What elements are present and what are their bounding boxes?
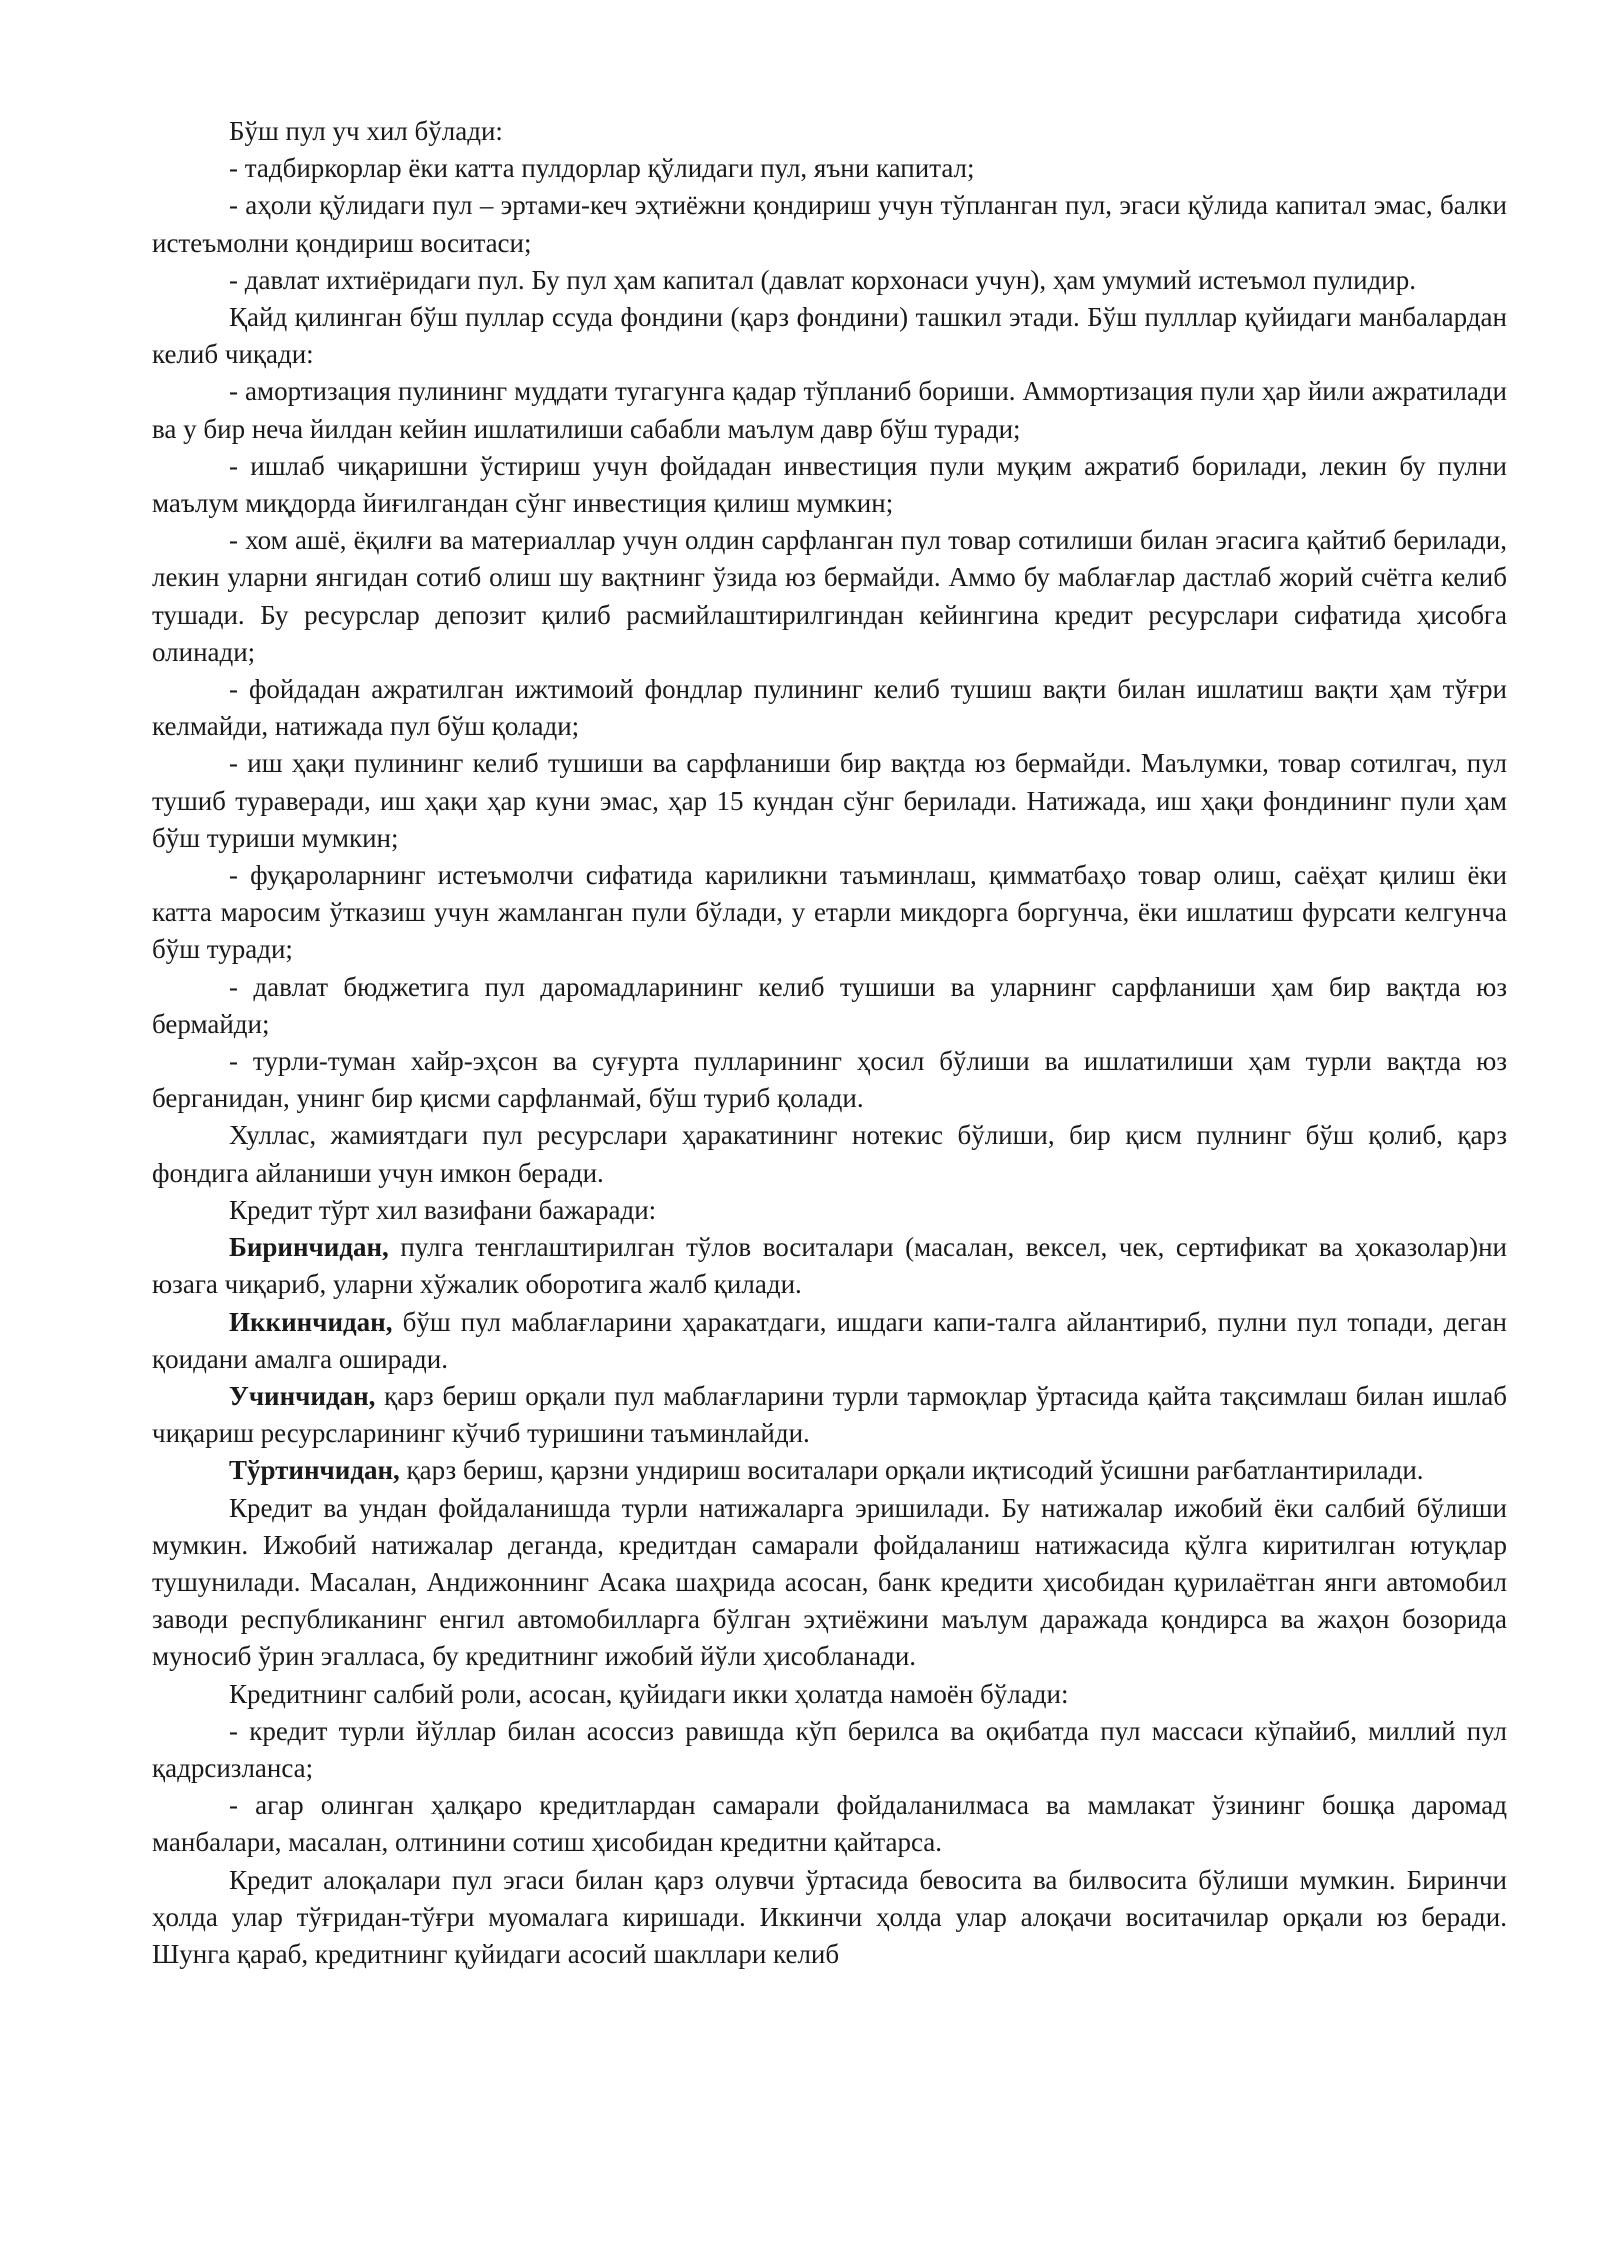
list-item xyxy=(152,187,1507,261)
paragraph-lead: Биринчидан, xyxy=(229,1232,389,1263)
paragraph-text: Кредит алоқалари пул эгаси билан қарз олувчи ўртасида бевосита ва билвосита бўлиши мумкин. Биринчи ҳолда улар тўғридан-тўғри муомалага киришади. Иккинчи ҳолда улар алоқачи воситачилар орқали юз беради. Шунга қараб, кредитнинг қуйидаги асосий шакллари келиб xyxy=(152,1864,1507,1969)
list-item xyxy=(152,969,1507,1043)
paragraph-text: пулга тенглаштирилган тўлов воситалари (масалан, вексел, чек, сертификат ва ҳоказолар)ни юзага чиқариб, уларни хўжалик оборотига жалб қилади. xyxy=(152,1232,1507,1300)
paragraph xyxy=(152,299,1507,373)
list-item-text: - амортизация пулининг муддати тугагунга қадар тўпланиб бориши. Аммортизация пули ҳар йили ажратилади ва у бир неча йилдан кейин ишлатилиши сабабли маълум давр бўш туради; xyxy=(152,376,1507,444)
list-item-text: - давлат бюджетига пул даромадларининг келиб тушиши ва уларнинг сарфланиши ҳам бир вақтда юз бермайди; xyxy=(152,971,1507,1039)
list-item-text: - иш ҳақи пулининг келиб тушиши ва сарфланиши бир вақтда юз бермайди. Маълумки, товар сотилгач, пул тушиб тураверади, иш ҳақи ҳар куни эмас, ҳар 15 кундан сўнг берилади. Натижада, иш ҳақи фондининг пули ҳам бўш туриши мумкин; xyxy=(152,748,1507,853)
list-item xyxy=(152,522,1507,671)
list-item xyxy=(152,262,1507,299)
paragraph-text: Хуллас, жамиятдаги пул ресурслари ҳаракатининг нотекис бўлиши, бир қисм пулнинг бўш қолиб, қарз фондига айланиши учун имкон беради. xyxy=(152,1120,1507,1188)
paragraph-text: бўш пул маблағларини ҳаракатдаги, ишдаги капи-талга айлантириб, пулни пул топади, деган қоидани амалга оширади. xyxy=(152,1306,1507,1374)
list-item-text: - тадбиркорлар ёки катта пулдорлар қўлидаги пул, яъни капитал; xyxy=(229,153,975,184)
list-item xyxy=(152,1787,1507,1861)
paragraph xyxy=(152,1490,1507,1676)
paragraph-text: Кредитнинг салбий роли, асосан, қуйидаги икки ҳолатда намоён бўлади: xyxy=(229,1678,1069,1709)
paragraph-text: Бўш пул уч хил бўлади: xyxy=(229,116,503,146)
paragraph-text: Кредит ва ундан фойдаланишда турли натижаларга эришилади. Бу натижалар ижобий ёки салбий бўлиши мумкин. Ижобий натижалар деганда, кредитдан самарали фойдаланиш натижасида қўлга киритилган ютуқлар тушунилади. Масалан, Андижоннинг Асака шаҳрида асосан, банк кредити ҳисобидан қурилаётган янги автомобил заводи республиканинг енгил автомобилларга бўлган эҳтиёжини маълум даражада қондирса ва жаҳон бозорида муносиб ўрин эгалласа, бу кредитнинг ижобий йўли ҳисобланади. xyxy=(152,1492,1507,1672)
list-item xyxy=(152,857,1507,969)
list-item xyxy=(152,373,1507,447)
list-item-text: - хом ашё, ёқилғи ва материаллар учун олдин сарфланган пул товар сотилиши билан эгасига қайтиб берилади, лекин уларни янгидан сотиб олиш шу вақтнинг ўзида юз бермайди. Аммо бу маблағлар дастлаб жорий счётга келиб тушади. Бу ресурслар депозит қилиб расмийлаштирилгиндан кейингина кредит ресурслари сифатида ҳисобга олинади; xyxy=(152,525,1507,667)
list-item-text: - турли-туман хайр-эҳсон ва суғурта пулларининг ҳосил бўлиши ва ишлатилиши ҳам турли вақтда юз берганидан, унинг бир қисми сарфланмай, бўш туриб қолади. xyxy=(152,1046,1507,1114)
paragraph-lead: Тўртинчидан, xyxy=(229,1455,400,1486)
list-item-text: - давлат ихтиёридаги пул. Бу пул ҳам капитал (давлат корхонаси учун), ҳам умумий истеъмол пулидир. xyxy=(229,264,1416,295)
list-item-text: - ишлаб чиқаришни ўстириш учун фойдадан инвестиция пули муқим ажратиб борилади, лекин бу пулни маълум миқдорда йиғилгандан сўнг инвестиция қилиш мумкин; xyxy=(152,450,1507,519)
list-item xyxy=(152,150,1507,187)
paragraph xyxy=(152,1192,1507,1229)
function-paragraph xyxy=(152,1452,1507,1489)
list-item-text: - фуқароларнинг истеъмолчи сифатида кариликни таъминлаш, қимматбаҳо товар олиш, саёҳат қилиш ёки катта маросим ўтказиш учун жамланган пули бўлади, у етарли микдорга боргунча, ёки ишлатиш фурсати келгунча бўш туради; xyxy=(152,860,1507,965)
paragraph-text: Қайд қилинган бўш пуллар ссуда фондини (қарз фондини) ташкил этади. Бўш пулллар қуйидаги манбалардан келиб чиқади: xyxy=(152,302,1507,370)
list-item-text: - кредит турли йўллар билан асоссиз равишда кўп берилса ва оқибатда пул массаси кўпайиб, миллий пул қадрсизланса; xyxy=(152,1715,1507,1783)
list-item-text: - агар олинган ҳалқаро кредитлардан самарали фойдаланилмаса ва мамлакат ўзининг бошқа даромад манбалари, масалан, олтинини сотиш ҳисобидан кредитни қайтарса. xyxy=(152,1790,1507,1858)
function-paragraph xyxy=(152,1229,1507,1303)
paragraph-lead: Иккинчидан, xyxy=(229,1306,393,1337)
list-item xyxy=(152,1713,1507,1787)
document-page xyxy=(152,113,1507,1973)
list-item xyxy=(152,1043,1507,1117)
function-paragraph xyxy=(152,1378,1507,1452)
list-item xyxy=(152,448,1507,522)
list-item-text: - фойдадан ажратилган ижтимоий фондлар пулининг келиб тушиш вақти билан ишлатиш вақти ҳам тўғри келмайди, натижада пул бўш қолади; xyxy=(152,674,1507,742)
list-item xyxy=(152,671,1507,745)
list-item-text: - аҳоли қўлидаги пул – эртами-кеч эҳтиёжни қондириш учун тўпланган пул, эгаси қўлида капитал эмас, балки истеъмолни қондириш воситаси; xyxy=(152,190,1507,258)
list-item xyxy=(152,745,1507,857)
paragraph xyxy=(152,1117,1507,1191)
paragraph xyxy=(152,1862,1507,1974)
paragraph xyxy=(152,1676,1507,1713)
paragraph-text: қарз бериш, қарзни ундириш воситалари орқали иқтисодий ўсишни рағбатлантирилади. xyxy=(399,1455,1424,1486)
paragraph-text: Кредит тўрт хил вазифани бажаради: xyxy=(229,1194,657,1225)
function-paragraph xyxy=(152,1304,1507,1378)
paragraph xyxy=(152,113,1507,150)
paragraph-text: қарз бериш орқали пул маблағларини турли тармоқлар ўртасида қайта тақсимлаш билан ишлаб чиқариш ресурсларининг кўчиб туришини таъминлайди. xyxy=(152,1380,1507,1449)
paragraph-lead: Учинчидан, xyxy=(229,1380,376,1411)
